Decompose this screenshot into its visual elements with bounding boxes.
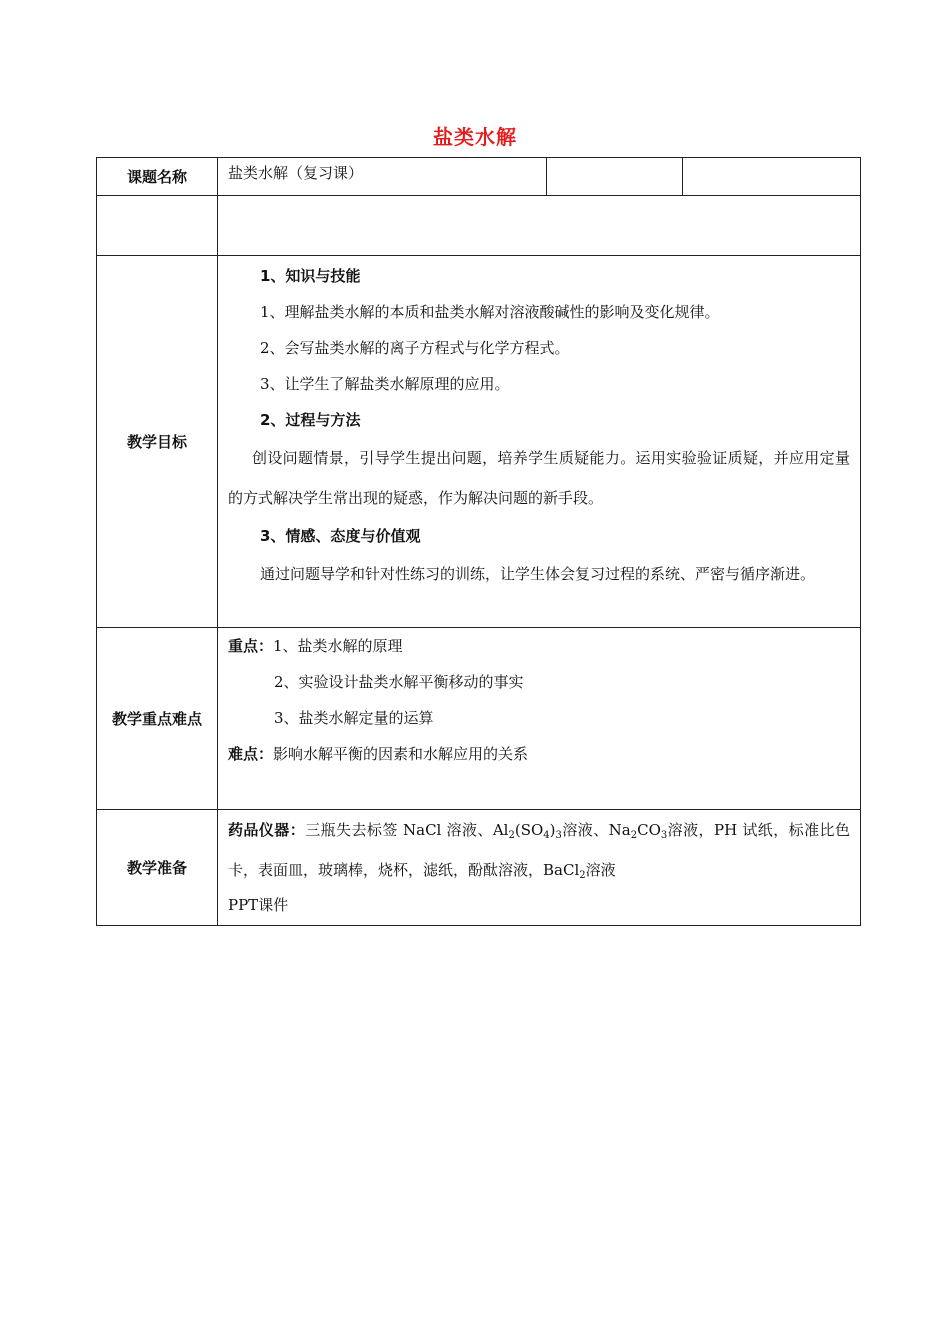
objective-attitude-text: 通过问题导学和针对性练习的训练，让学生体会复习过程的系统、严密与循序渐进。 bbox=[260, 565, 816, 583]
objective-process-text: 创设问题情景，引导学生提出问题，培养学生质疑能力。运用实验验证质疑，并应用定量的方式解决学生常出现的疑惑，作为解决问题的新手段。 bbox=[228, 449, 850, 507]
objective-knowledge-1: 1、理解盐类水解的本质和盐类水解对溶液酸碱性的影响及变化规律。 bbox=[260, 303, 720, 321]
difficulty-line bbox=[218, 736, 860, 772]
objective-heading-1: 1、知识与技能 bbox=[260, 267, 361, 285]
blank-label-cell bbox=[97, 196, 218, 256]
difficulty-label: 难点： bbox=[228, 745, 274, 763]
lesson-plan-table bbox=[96, 157, 861, 926]
ppt-text: PPT课件 bbox=[228, 896, 289, 914]
objective-heading-2: 2、过程与方法 bbox=[260, 411, 361, 429]
objective-knowledge-2: 2、会写盐类水解的离子方程式与化学方程式。 bbox=[260, 339, 570, 357]
objectives-label: 教学目标 bbox=[97, 256, 218, 628]
preparation-label: 教学准备 bbox=[97, 810, 218, 926]
preparation-content bbox=[218, 810, 861, 926]
focus-item-2: 2、实验设计盐类水解平衡移动的事实 bbox=[274, 673, 524, 691]
course-extra-cell-1 bbox=[547, 158, 683, 196]
course-extra-cell-2 bbox=[683, 158, 861, 196]
difficulty-item: 影响水解平衡的因素和水解应用的关系 bbox=[273, 745, 529, 763]
objectives-content bbox=[218, 256, 861, 628]
row-blank bbox=[97, 196, 861, 256]
objective-knowledge-3: 3、让学生了解盐类水解原理的应用。 bbox=[260, 375, 510, 393]
course-name-value: 盐类水解（复习课） bbox=[218, 158, 547, 196]
row-course-name bbox=[97, 158, 861, 196]
course-name-label: 课题名称 bbox=[97, 158, 218, 196]
materials-label: 药品仪器： bbox=[228, 821, 306, 839]
focus-label: 重点： bbox=[228, 637, 274, 655]
focus-item-1: 1、盐类水解的原理 bbox=[273, 637, 403, 655]
objective-heading-3: 3、情感、态度与价值观 bbox=[260, 527, 421, 545]
row-key-points bbox=[97, 628, 861, 810]
blank-value-cell bbox=[218, 196, 861, 256]
row-objectives bbox=[97, 256, 861, 628]
materials-text: 药品仪器：三瓶失去标签 NaCl 溶液、$Al_2(SO_4)_3$溶液、$Na_2CO_3$溶液，PH 试纸，标准比色卡，表面皿，玻璃棒，烧杯，滤纸，酚酞溶液，BaCl$_2$溶液 bbox=[228, 821, 850, 881]
row-preparation bbox=[97, 810, 861, 926]
focus-line-1 bbox=[218, 628, 860, 664]
key-points-label: 教学重点难点 bbox=[97, 628, 218, 810]
page-title: 盐类水解 bbox=[433, 125, 517, 149]
key-points-content bbox=[218, 628, 861, 810]
focus-item-3: 3、盐类水解定量的运算 bbox=[274, 709, 434, 727]
